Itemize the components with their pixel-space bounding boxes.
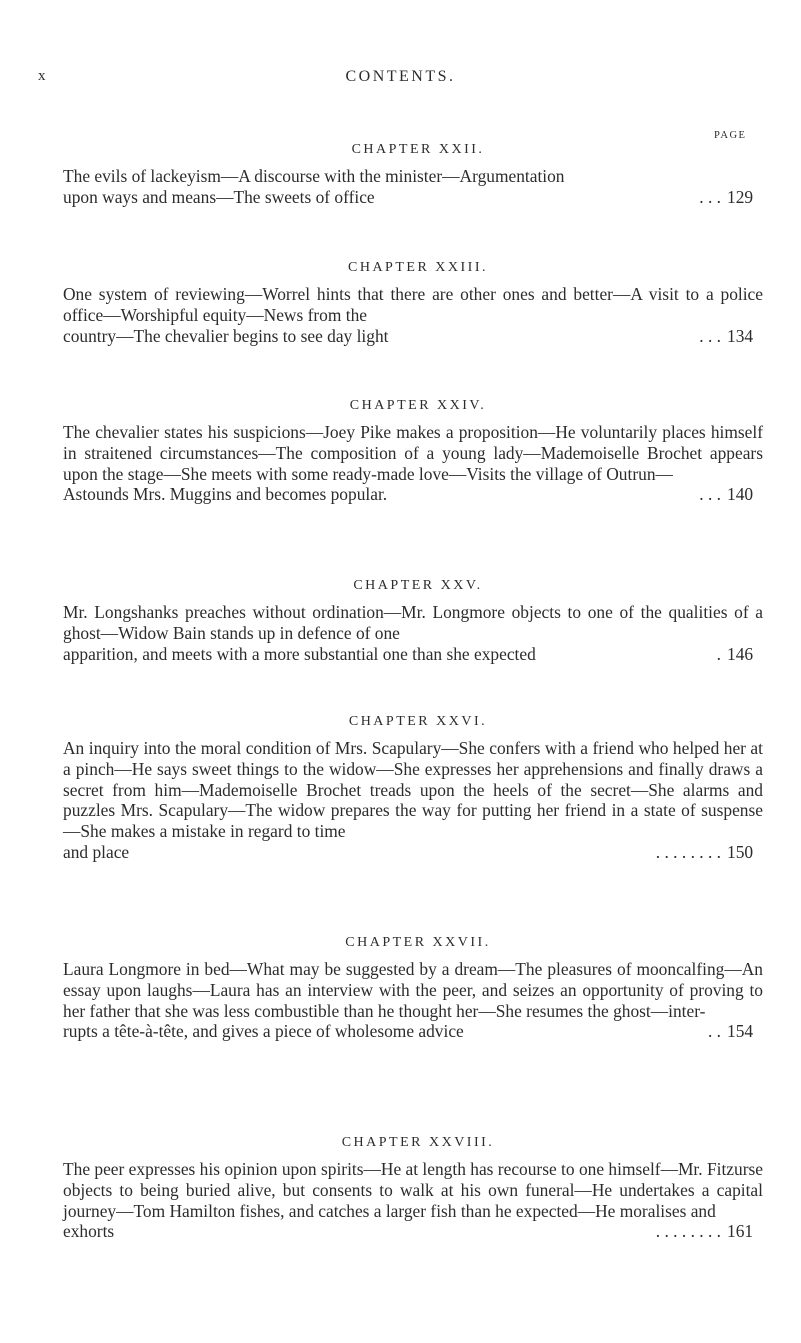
chapter-summary-end: rupts a tête-à-tête, and gives a piece of wholesome advice [63, 1021, 464, 1042]
chapter-summary-last-line [63, 644, 763, 665]
chapter-heading: CHAPTER XXVI. [348, 714, 488, 729]
dot-leaders: . . [707, 1021, 721, 1042]
dot-leaders: . . . [699, 186, 721, 207]
chapter-summary-end: country—The chevalier begins to see day light [63, 325, 389, 346]
chapter-heading: CHAPTER XXVIII. [341, 1135, 495, 1150]
chapter-page-number: 161 [727, 1221, 754, 1242]
chapter-summary-last-line [63, 326, 763, 347]
chapter-entry [63, 260, 763, 346]
chapter-summary-end: Astounds Mrs. Muggins and becomes popular. [63, 484, 388, 505]
chapter-heading: CHAPTER XXIII. [348, 260, 488, 275]
chapter-summary: Mr. Longshanks preaches without ordination—Mr. Longmore objects to one of the qualities of a ghost—Widow Bain stands up in defence of one [63, 602, 763, 643]
chapter-summary: Laura Longmore in bed—What may be suggested by a dream—The pleasures of mooncalfing—An essay upon laughs—Laura has an interview with the peer, and seizes an opportunity of proving to her father that she was less combustible than he thought her—She resumes the ghost—inter- [63, 959, 763, 1021]
chapter-page-number: 146 [727, 643, 754, 664]
chapter-heading: CHAPTER XXVII. [345, 935, 491, 950]
chapter-entry [63, 714, 763, 863]
dot-leaders: . . . . . . . . [655, 1221, 721, 1242]
chapter-page-number: 129 [727, 186, 754, 207]
chapter-heading: CHAPTER XXII. [351, 142, 485, 157]
chapter-page-number: 134 [727, 325, 754, 346]
chapter-heading: CHAPTER XXIV. [349, 398, 487, 413]
dot-leaders: . . . [699, 484, 721, 505]
chapter-entry [63, 142, 763, 208]
chapter-summary-end: exhorts [63, 1221, 115, 1242]
chapter-page-number: 150 [727, 841, 754, 862]
chapter-entry [63, 578, 763, 664]
dot-leaders: . . . . . . . . [655, 841, 721, 862]
page-column-label: PAGE [714, 130, 747, 141]
chapter-summary: An inquiry into the moral condition of Mrs. Scapulary—She confers with a friend who helped her at a pinch—He says sweet things to the widow—She expresses her apprehensions and finally draws a secret from him—Mademoiselle Brochet treads upon the heels of the secret—She alarms and puzzles Mrs. Scapulary—The widow prepares the way for putting her friend in a state of suspense—She makes a mistake in regard to time [63, 738, 763, 842]
chapter-summary-end: apparition, and meets with a more substantial one than she expected [63, 643, 536, 664]
dot-leaders: . . . [699, 325, 721, 346]
chapter-summary: One system of reviewing—Worrel hints that there are other ones and better—A visit to a police office—Worshipful equity—News from the [63, 284, 763, 325]
chapter-page-number: 140 [727, 484, 754, 505]
dot-leaders: . [716, 643, 721, 664]
chapter-summary-last-line [63, 1021, 763, 1042]
chapter-summary: The peer expresses his opinion upon spirits—He at length has recourse to one himself—Mr. Fitzurse objects to being buried alive, but consents to walk at his own funeral—He undertakes a capital journey—Tom Hamilton fishes, and catches a larger fish than he expected—He moralises and [63, 1159, 763, 1221]
chapter-summary-last-line [63, 484, 763, 505]
chapter-entry [63, 398, 763, 505]
chapter-summary-last-line [63, 1221, 763, 1242]
chapter-summary: The chevalier states his suspicions—Joey Pike makes a proposition—He voluntarily places himself in straitened circumstances—The composition of a young lady—Mademoiselle Brochet appears upon the stage—She meets with some ready-made love—Visits the village of Outrun— [63, 422, 763, 484]
chapter-summary: The evils of lackeyism—A discourse with the minister—Argumentation [63, 166, 565, 186]
chapter-summary-end: upon ways and means—The sweets of office [63, 186, 375, 207]
chapter-summary-last-line [63, 842, 763, 863]
page-number: x [38, 68, 47, 84]
running-head: CONTENTS. [345, 68, 456, 85]
chapter-entry [63, 1135, 763, 1242]
chapter-page-number: 154 [727, 1021, 754, 1042]
chapter-summary-last-line [63, 187, 763, 208]
chapter-heading: CHAPTER XXV. [353, 578, 483, 593]
chapter-summary-end: and place [63, 841, 130, 862]
chapter-entry [63, 935, 763, 1042]
